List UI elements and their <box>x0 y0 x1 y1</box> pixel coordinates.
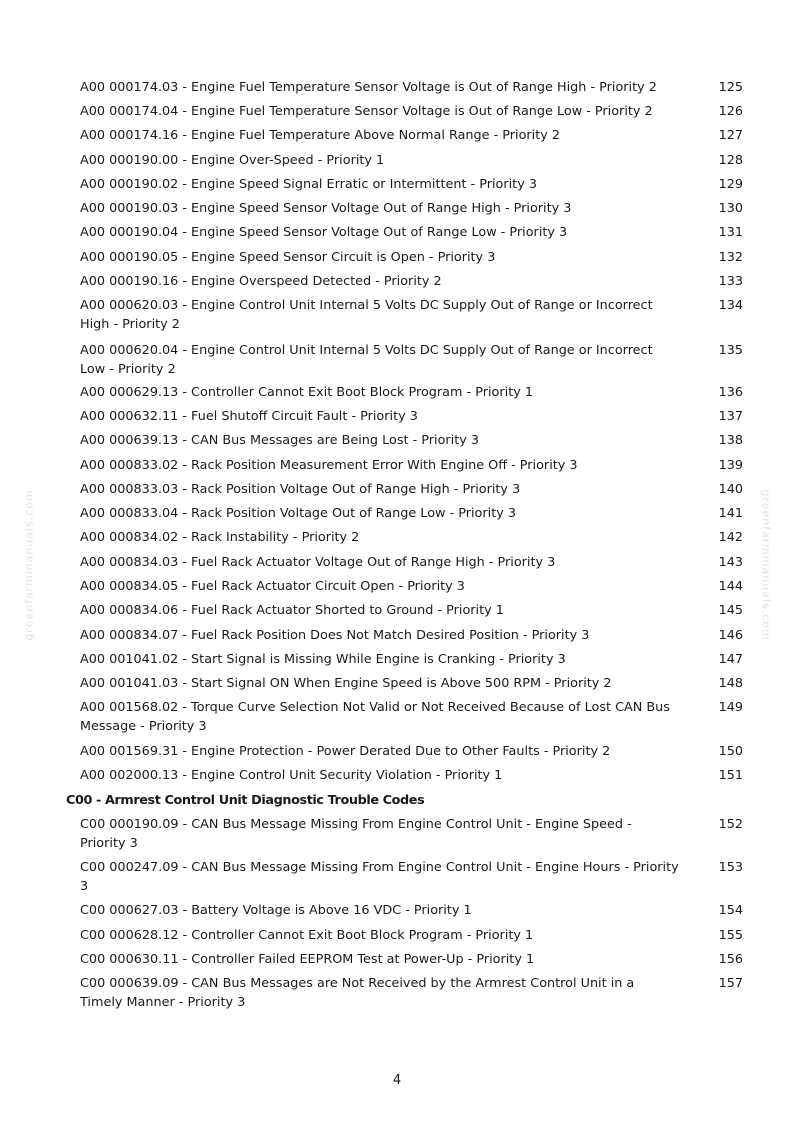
toc-entry-title: A00 000174.04 - Engine Fuel Temperature Sensor Voltage is Out of Range Low - Priority 2 <box>80 104 653 119</box>
toc-entry-title: A00 000190.00 - Engine Over-Speed - Priority 1 <box>80 153 385 168</box>
toc-entry-page: 131 <box>718 225 743 240</box>
watermark-right: greenfarmmanuals.com <box>759 489 773 641</box>
toc-entry-title: A00 000833.03 - Rack Position Voltage Out of Range High - Priority 3 <box>80 482 521 497</box>
toc-entry-title: A00 000639.13 - CAN Bus Messages are Being Lost - Priority 3 <box>80 433 480 448</box>
toc-entry-page: 151 <box>718 768 743 783</box>
toc-entry[interactable] <box>80 383 743 402</box>
toc-entry[interactable] <box>80 553 743 572</box>
toc-entry[interactable] <box>80 504 743 523</box>
toc-entry-title: C00 000247.09 - CAN Bus Message Missing From Engine Control Unit - Engine Hours - Priority 3 <box>80 860 679 894</box>
toc-entry-title: A00 000632.11 - Fuel Shutoff Circuit Fault - Priority 3 <box>80 409 418 424</box>
toc-entry-title: A00 000620.03 - Engine Control Unit Internal 5 Volts DC Supply Out of Range or Incorrect High - Priority 2 <box>80 298 653 332</box>
toc-entry-page: 134 <box>718 298 743 313</box>
toc-entry-page: 156 <box>718 952 743 967</box>
toc-entry[interactable] <box>80 815 743 853</box>
toc-entry[interactable] <box>80 858 743 896</box>
toc-entry-title: A00 002000.13 - Engine Control Unit Security Violation - Priority 1 <box>80 768 503 783</box>
toc-entry-title: A00 000190.05 - Engine Speed Sensor Circuit is Open - Priority 3 <box>80 250 496 265</box>
toc-entry-page: 152 <box>718 817 743 832</box>
toc-entry-title: C00 000630.11 - Controller Failed EEPROM Test at Power-Up - Priority 1 <box>80 952 535 967</box>
toc-entry[interactable] <box>80 296 743 334</box>
toc-entry[interactable] <box>80 126 743 145</box>
toc-entry[interactable] <box>80 577 743 596</box>
section-heading[interactable]: C00 - Armrest Control Unit Diagnostic Trouble Codes <box>66 793 425 808</box>
toc-entry[interactable] <box>80 698 743 736</box>
toc-entry-page: 133 <box>718 274 743 289</box>
toc-entry-page: 140 <box>718 482 743 497</box>
toc-entry-page: 155 <box>718 928 743 943</box>
toc-entry-title: A00 000834.07 - Fuel Rack Position Does Not Match Desired Position - Priority 3 <box>80 628 590 643</box>
toc-entry-page: 138 <box>718 433 743 448</box>
toc-entry-page: 127 <box>718 128 743 143</box>
toc-entry-title: A00 000190.03 - Engine Speed Sensor Voltage Out of Range High - Priority 3 <box>80 201 572 216</box>
toc-entry[interactable] <box>80 650 743 669</box>
toc-entry-title: A00 000834.02 - Rack Instability - Priority 2 <box>80 530 360 545</box>
toc-entry-title: A00 000190.16 - Engine Overspeed Detected - Priority 2 <box>80 274 442 289</box>
toc-entry-page: 128 <box>718 153 743 168</box>
toc-entry-page: 150 <box>718 744 743 759</box>
toc-entry[interactable] <box>80 151 743 170</box>
toc-entry-page: 135 <box>718 343 743 358</box>
watermark-left: greenfarmmanuals.com <box>22 489 36 641</box>
toc-entry-title: A00 000174.03 - Engine Fuel Temperature Sensor Voltage is Out of Range High - Priority 2 <box>80 80 657 95</box>
toc-entry-page: 129 <box>718 177 743 192</box>
toc-entry-page: 126 <box>718 104 743 119</box>
toc-entry[interactable] <box>80 626 743 645</box>
toc-entry-title: A00 000620.04 - Engine Control Unit Internal 5 Volts DC Supply Out of Range or Incorrect Low - Priority 2 <box>80 343 653 377</box>
toc-entry[interactable] <box>80 528 743 547</box>
toc-entry-title: A00 000174.16 - Engine Fuel Temperature Above Normal Range - Priority 2 <box>80 128 561 143</box>
toc-entry-page: 141 <box>718 506 743 521</box>
toc-entry[interactable] <box>80 901 743 920</box>
toc-entry-page: 130 <box>718 201 743 216</box>
page-number: 4 <box>392 1073 402 1088</box>
toc-entry[interactable] <box>80 950 743 969</box>
toc-entry-page: 144 <box>718 579 743 594</box>
toc-entry-title: A00 001569.31 - Engine Protection - Power Derated Due to Other Faults - Priority 2 <box>80 744 611 759</box>
toc-entry-title: A00 000834.05 - Fuel Rack Actuator Circuit Open - Priority 3 <box>80 579 465 594</box>
toc-entry-title: C00 000628.12 - Controller Cannot Exit Boot Block Program - Priority 1 <box>80 928 534 943</box>
toc-entry-page: 145 <box>718 603 743 618</box>
toc-entry[interactable] <box>80 272 743 291</box>
toc-entry[interactable] <box>80 674 743 693</box>
toc-entry-page: 136 <box>718 385 743 400</box>
toc-entry-page: 146 <box>718 628 743 643</box>
toc-entry-title: A00 000629.13 - Controller Cannot Exit Boot Block Program - Priority 1 <box>80 385 533 400</box>
toc-entry-title: C00 000627.03 - Battery Voltage is Above 16 VDC - Priority 1 <box>80 903 472 918</box>
toc-entry[interactable] <box>80 407 743 426</box>
toc-entry-title: A00 000833.04 - Rack Position Voltage Out of Range Low - Priority 3 <box>80 506 516 521</box>
toc-entry-page: 143 <box>718 555 743 570</box>
toc-entry[interactable] <box>80 974 743 1012</box>
toc-entry[interactable] <box>80 223 743 242</box>
toc-entry-page: 142 <box>718 530 743 545</box>
toc-entry-page: 139 <box>718 458 743 473</box>
toc-entry[interactable] <box>80 766 743 785</box>
toc-entry-page: 157 <box>718 976 743 991</box>
toc-entry[interactable] <box>80 78 743 97</box>
toc-entry-page: 153 <box>718 860 743 875</box>
toc-entry[interactable] <box>80 456 743 475</box>
toc-entry-page: 137 <box>718 409 743 424</box>
toc-entry[interactable] <box>80 431 743 450</box>
toc-entry[interactable] <box>80 742 743 761</box>
toc-entry[interactable] <box>80 199 743 218</box>
toc-entry-title: A00 000834.06 - Fuel Rack Actuator Shorted to Ground - Priority 1 <box>80 603 504 618</box>
toc-entry[interactable] <box>80 601 743 620</box>
toc-entry[interactable] <box>80 175 743 194</box>
toc-entry-title: C00 000639.09 - CAN Bus Messages are Not Received by the Armrest Control Unit in a Timely Manner - Priority 3 <box>80 976 635 1010</box>
toc-entry-page: 125 <box>718 80 743 95</box>
toc-entry-title: A00 001041.02 - Start Signal is Missing While Engine is Cranking - Priority 3 <box>80 652 566 667</box>
toc-entry[interactable] <box>80 341 743 379</box>
toc-entry-title: A00 000190.02 - Engine Speed Signal Erratic or Intermittent - Priority 3 <box>80 177 537 192</box>
toc-entry-title: A00 000834.03 - Fuel Rack Actuator Voltage Out of Range High - Priority 3 <box>80 555 556 570</box>
toc-entry[interactable] <box>80 102 743 121</box>
toc-entry[interactable] <box>80 480 743 499</box>
toc-entry-page: 154 <box>718 903 743 918</box>
toc-entry-page: 147 <box>718 652 743 667</box>
toc-entry-page: 149 <box>718 700 743 715</box>
toc-entry-page: 148 <box>718 676 743 691</box>
toc-entry-title: A00 001568.02 - Torque Curve Selection Not Valid or Not Received Because of Lost CAN Bus Message - Priority 3 <box>80 700 670 734</box>
toc-entry-page: 132 <box>718 250 743 265</box>
toc-entry-title: A00 000833.02 - Rack Position Measurement Error With Engine Off - Priority 3 <box>80 458 578 473</box>
toc-entry[interactable] <box>80 926 743 945</box>
toc-entry-title: C00 000190.09 - CAN Bus Message Missing From Engine Control Unit - Engine Speed - Priority 3 <box>80 817 632 851</box>
toc-entry-title: A00 001041.03 - Start Signal ON When Engine Speed is Above 500 RPM - Priority 2 <box>80 676 612 691</box>
toc-entry-title: A00 000190.04 - Engine Speed Sensor Voltage Out of Range Low - Priority 3 <box>80 225 568 240</box>
toc-entry[interactable] <box>80 248 743 267</box>
